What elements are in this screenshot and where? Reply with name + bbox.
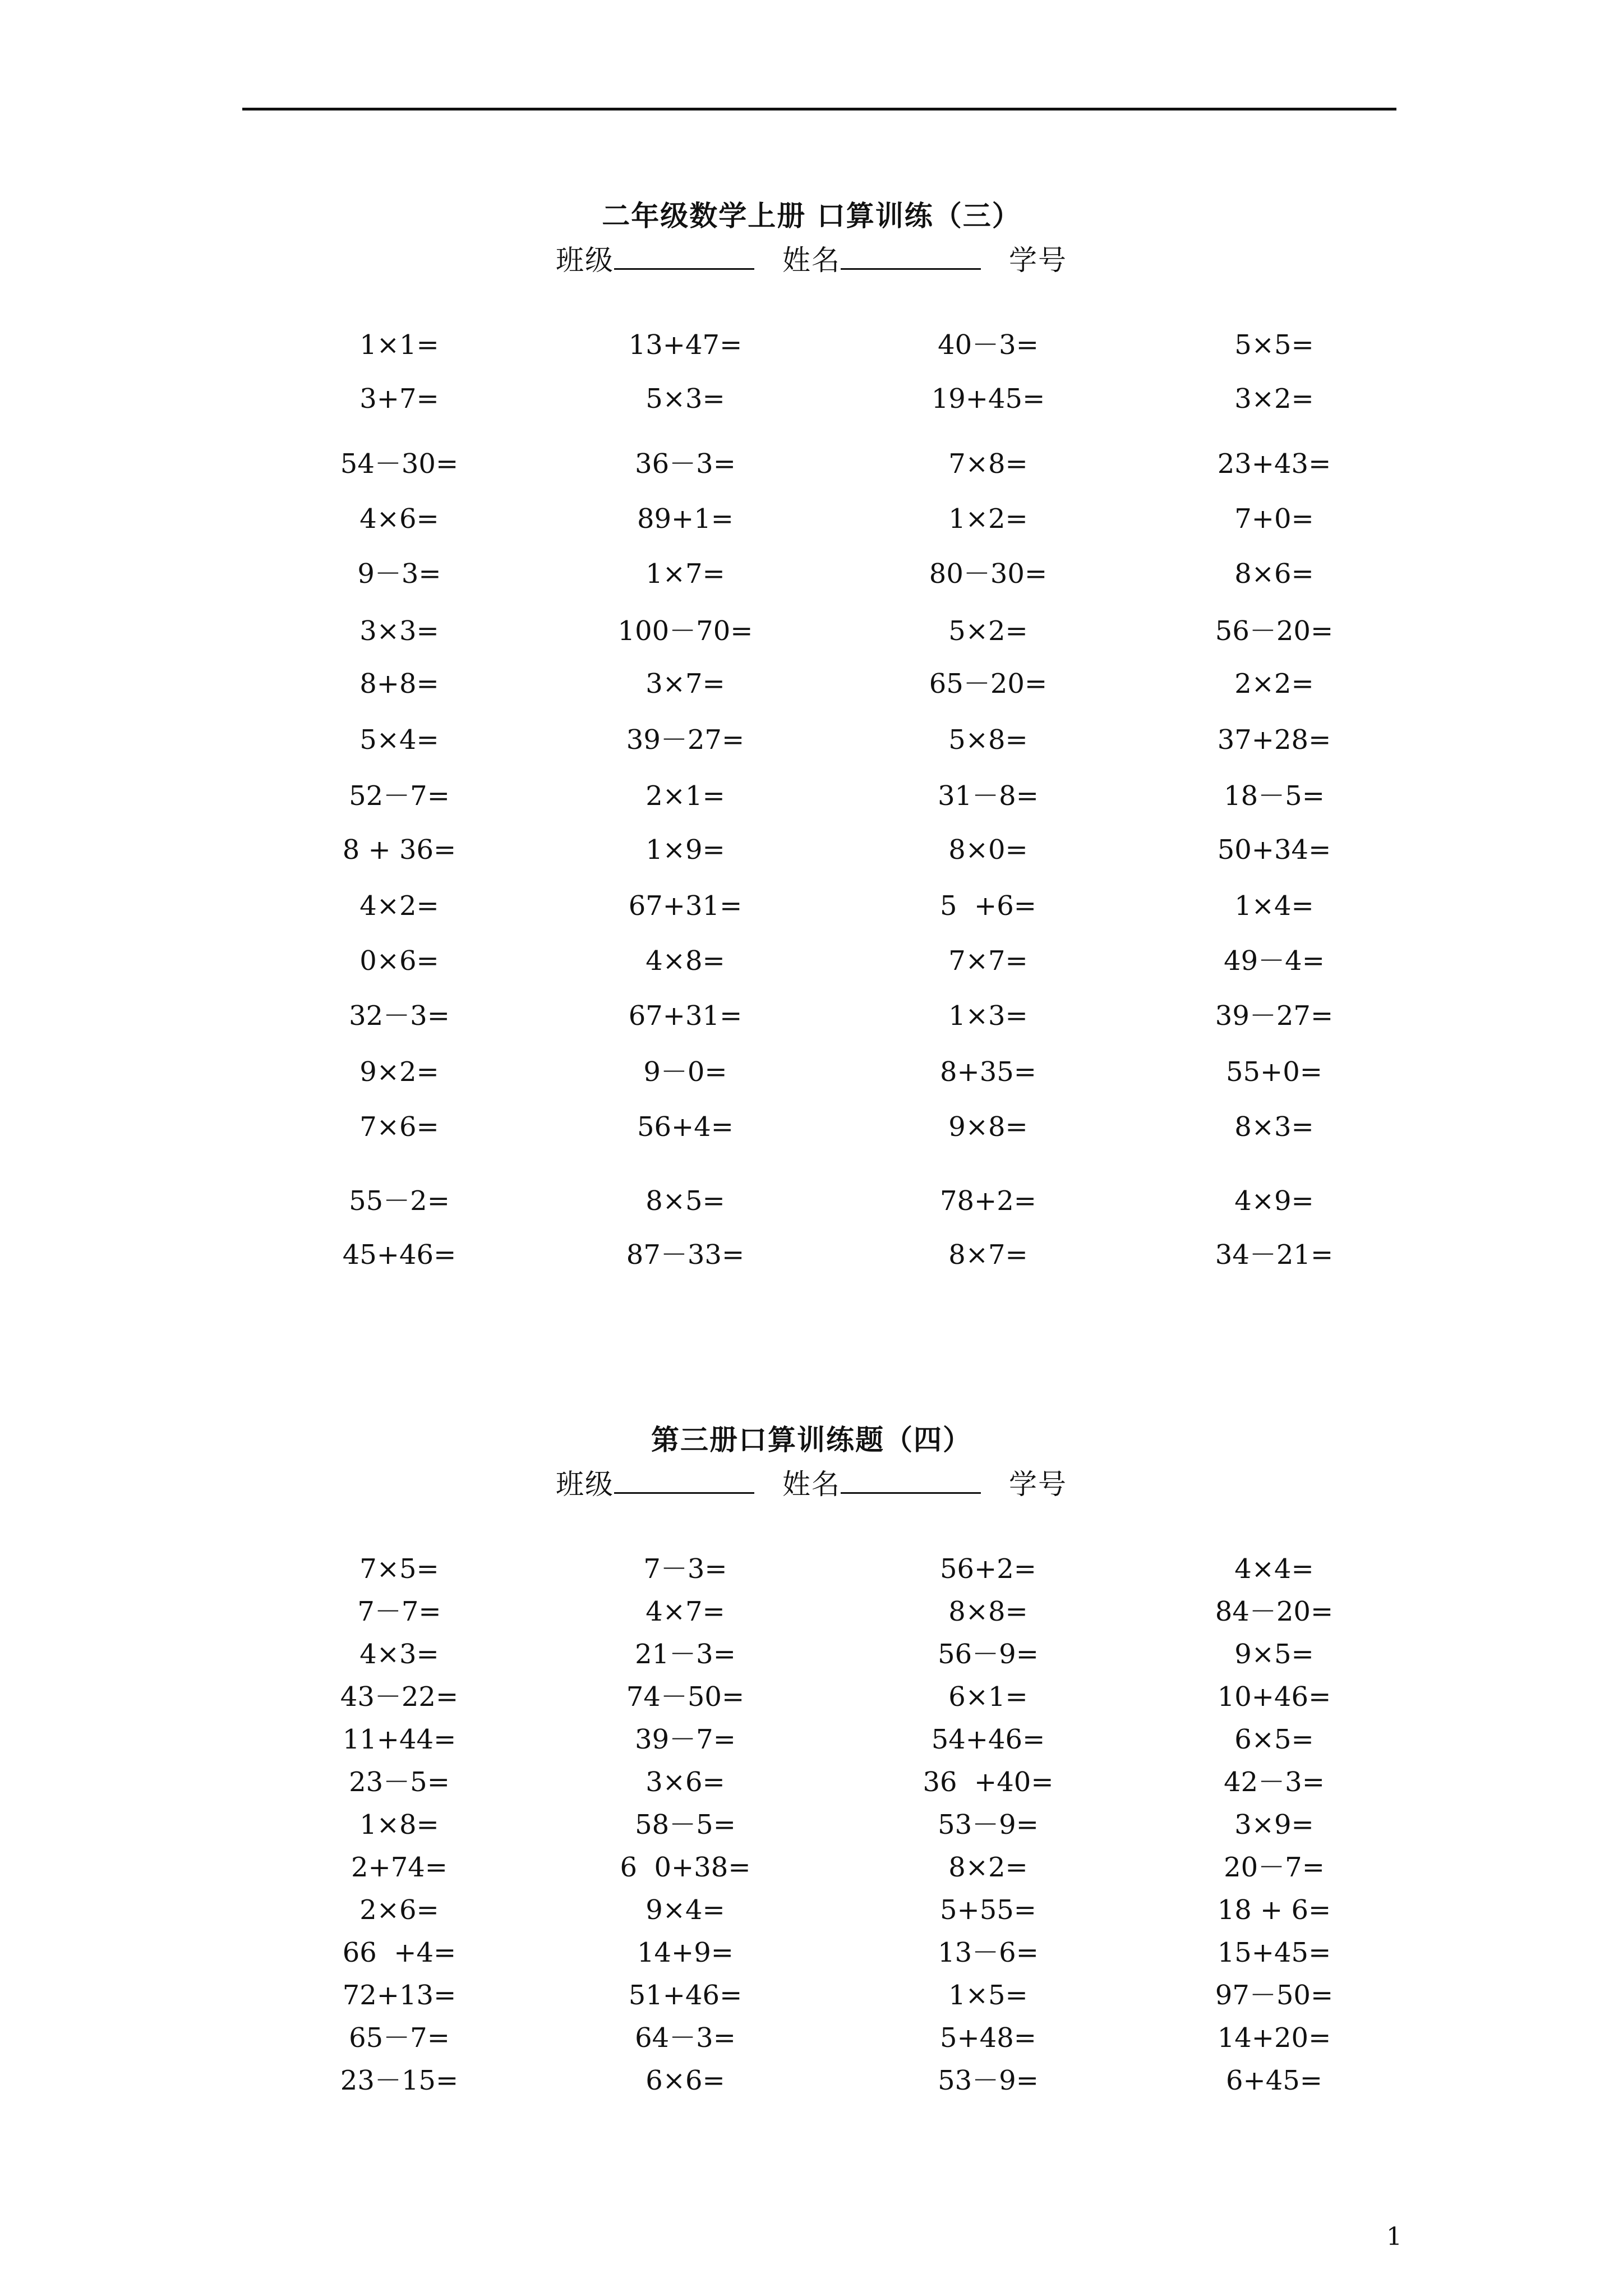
arithmetic-problem: 56－20= [1215, 615, 1334, 647]
arithmetic-problem: 1×3= [948, 1000, 1028, 1032]
arithmetic-problem: 8×7= [948, 1239, 1028, 1271]
arithmetic-problem: 1×8= [359, 1809, 439, 1841]
arithmetic-problem: 3+7= [359, 383, 439, 415]
arithmetic-problem: 7×5= [359, 1553, 439, 1585]
arithmetic-problem: 5+55= [939, 1894, 1037, 1926]
arithmetic-problem: 72+13= [342, 1980, 457, 2011]
arithmetic-problem: 7－7= [357, 1596, 441, 1627]
arithmetic-problem: 66 +4= [342, 1937, 457, 1968]
arithmetic-problem: 9－0= [643, 1056, 727, 1088]
student-info-line [0, 240, 1623, 279]
arithmetic-problem: 18－5= [1224, 780, 1325, 812]
problem-row [0, 325, 1623, 365]
arithmetic-problem: 74－50= [626, 1681, 745, 1713]
arithmetic-problem: 55－2= [349, 1185, 450, 1217]
arithmetic-problem: 5+48= [939, 2022, 1037, 2054]
arithmetic-problem: 2×2= [1234, 668, 1314, 700]
problem-row [0, 1592, 1623, 1631]
problem-row [0, 611, 1623, 651]
class-label: 班级 [556, 1468, 614, 1501]
arithmetic-problem: 1×7= [645, 558, 725, 590]
arithmetic-problem: 1×1= [359, 329, 439, 361]
arithmetic-problem: 65－20= [929, 668, 1048, 700]
arithmetic-problem: 5×3= [645, 383, 725, 415]
arithmetic-problem: 6×1= [948, 1681, 1028, 1713]
arithmetic-problem: 8×5= [645, 1185, 725, 1217]
arithmetic-problem: 4×4= [1234, 1553, 1314, 1585]
arithmetic-problem: 8×3= [1234, 1111, 1314, 1143]
arithmetic-problem: 13+47= [628, 329, 743, 361]
arithmetic-problem: 7+0= [1234, 503, 1314, 535]
arithmetic-problem: 87－33= [626, 1239, 745, 1271]
problem-row [0, 1235, 1623, 1274]
arithmetic-problem: 54－30= [340, 448, 459, 480]
arithmetic-problem: 36－3= [635, 448, 736, 480]
name-blank[interactable] [841, 240, 981, 270]
arithmetic-problem: 4×3= [359, 1639, 439, 1670]
class-blank[interactable] [614, 1464, 754, 1494]
arithmetic-problem: 9×5= [1234, 1639, 1314, 1670]
arithmetic-problem: 6×6= [645, 2065, 725, 2096]
arithmetic-problem: 67+31= [628, 890, 743, 922]
arithmetic-problem: 43－22= [340, 1681, 459, 1713]
arithmetic-problem: 39－7= [635, 1724, 736, 1755]
arithmetic-problem: 6×5= [1234, 1724, 1314, 1755]
arithmetic-problem: 3×7= [645, 668, 725, 700]
arithmetic-problem: 55+0= [1225, 1056, 1323, 1088]
arithmetic-problem: 84－20= [1215, 1596, 1334, 1627]
arithmetic-problem: 1×5= [948, 1980, 1028, 2011]
problem-row [0, 499, 1623, 539]
arithmetic-problem: 11+44= [342, 1724, 457, 1755]
problem-row [0, 1976, 1623, 2015]
header-rule [242, 108, 1396, 111]
arithmetic-problem: 2+74= [351, 1852, 448, 1883]
arithmetic-problem: 65－7= [349, 2022, 450, 2054]
worksheet-section-1 [0, 196, 1623, 1271]
arithmetic-problem: 39－27= [626, 724, 745, 756]
arithmetic-problem: 13－6= [938, 1937, 1039, 1968]
arithmetic-problem: 7×7= [948, 945, 1028, 977]
arithmetic-problem: 8+8= [359, 668, 439, 700]
arithmetic-problem: 9×4= [645, 1894, 725, 1926]
arithmetic-problem: 1×4= [1234, 890, 1314, 922]
student-id-label: 学号 [1009, 1468, 1067, 1501]
arithmetic-problem: 4×9= [1234, 1185, 1314, 1217]
arithmetic-problem: 56+2= [939, 1553, 1037, 1585]
arithmetic-problem: 58－5= [635, 1809, 736, 1841]
arithmetic-problem: 3×3= [359, 615, 439, 647]
arithmetic-problem: 8×6= [1234, 558, 1314, 590]
arithmetic-problem: 37+28= [1217, 724, 1331, 756]
name-blank[interactable] [841, 1464, 981, 1494]
student-info-line [0, 1464, 1623, 1503]
arithmetic-problem: 42－3= [1224, 1766, 1325, 1798]
problem-row [0, 1107, 1623, 1147]
class-label: 班级 [556, 244, 614, 277]
arithmetic-problem: 14+9= [637, 1937, 734, 1968]
name-label: 姓名 [782, 244, 841, 277]
arithmetic-problem: 89+1= [637, 503, 734, 535]
problem-row [0, 1890, 1623, 1930]
problem-row [0, 941, 1623, 981]
problem-row [0, 1677, 1623, 1717]
arithmetic-problem: 8×2= [948, 1852, 1028, 1883]
problem-row [0, 886, 1623, 926]
arithmetic-problem: 3×6= [645, 1766, 725, 1798]
arithmetic-problem: 78+2= [939, 1185, 1037, 1217]
arithmetic-problem: 7×6= [359, 1111, 439, 1143]
arithmetic-problem: 3×2= [1234, 383, 1314, 415]
arithmetic-problem: 5×2= [948, 615, 1028, 647]
arithmetic-problem: 45+46= [342, 1239, 457, 1271]
arithmetic-problem: 5×5= [1234, 329, 1314, 361]
problem-row [0, 996, 1623, 1036]
arithmetic-problem: 23－15= [340, 2065, 459, 2096]
arithmetic-problem: 34－21= [1215, 1239, 1334, 1271]
arithmetic-problem: 32－3= [349, 1000, 450, 1032]
arithmetic-problem: 56－9= [938, 1639, 1039, 1670]
arithmetic-problem: 21－3= [635, 1639, 736, 1670]
arithmetic-problem: 23+43= [1217, 448, 1331, 480]
problem-row [0, 1181, 1623, 1221]
arithmetic-problem: 8+35= [939, 1056, 1037, 1088]
arithmetic-problem: 39－27= [1215, 1000, 1334, 1032]
arithmetic-problem: 80－30= [929, 558, 1048, 590]
worksheet-section-2 [0, 1420, 1623, 2096]
arithmetic-problem: 8 + 36= [342, 834, 457, 866]
problem-row [0, 1763, 1623, 1802]
arithmetic-problem: 67+31= [628, 1000, 743, 1032]
arithmetic-problem: 20－7= [1224, 1852, 1325, 1883]
name-label: 姓名 [782, 1468, 841, 1501]
problem-row [0, 776, 1623, 816]
arithmetic-problem: 40－3= [938, 329, 1039, 361]
arithmetic-problem: 64－3= [635, 2022, 736, 2054]
arithmetic-problem: 97－50= [1215, 1980, 1334, 2011]
arithmetic-problem: 0×6= [359, 945, 439, 977]
section-title: 第三册口算训练题（四） [651, 1423, 972, 1456]
problem-row [0, 1549, 1623, 1589]
arithmetic-problem: 7×8= [948, 448, 1028, 480]
arithmetic-problem: 56+4= [637, 1111, 734, 1143]
arithmetic-problem: 10+46= [1217, 1681, 1331, 1713]
arithmetic-problem: 8×8= [948, 1596, 1028, 1627]
arithmetic-problem: 9×2= [359, 1056, 439, 1088]
student-id-label: 学号 [1009, 244, 1067, 277]
arithmetic-problem: 4×2= [359, 890, 439, 922]
problem-row [0, 444, 1623, 484]
arithmetic-problem: 100－70= [617, 615, 753, 647]
arithmetic-problem: 49－4= [1224, 945, 1325, 977]
arithmetic-problem: 6 0+38= [620, 1852, 751, 1883]
arithmetic-problem: 52－7= [349, 780, 450, 812]
arithmetic-problem: 9－3= [357, 558, 441, 590]
arithmetic-problem: 50+34= [1217, 834, 1331, 866]
arithmetic-problem: 54+46= [931, 1724, 1045, 1755]
class-blank[interactable] [614, 240, 754, 270]
arithmetic-problem: 19+45= [931, 383, 1045, 415]
arithmetic-problem: 7－3= [643, 1553, 727, 1585]
problem-row [0, 1720, 1623, 1759]
arithmetic-problem: 18 + 6= [1217, 1894, 1331, 1926]
arithmetic-problem: 2×6= [359, 1894, 439, 1926]
arithmetic-problem: 31－8= [938, 780, 1039, 812]
arithmetic-problem: 5×8= [948, 724, 1028, 756]
problem-row [0, 379, 1623, 418]
problem-row [0, 1848, 1623, 1887]
arithmetic-problem: 5 +6= [939, 890, 1037, 922]
arithmetic-problem: 6+45= [1225, 2065, 1323, 2096]
arithmetic-problem: 15+45= [1217, 1937, 1331, 1968]
problem-row [0, 830, 1623, 869]
arithmetic-problem: 5×4= [359, 724, 439, 756]
arithmetic-problem: 23－5= [349, 1766, 450, 1798]
problem-row [0, 2018, 1623, 2058]
problem-row [0, 1933, 1623, 1972]
page-number: 1 [1386, 2223, 1402, 2251]
arithmetic-problem: 53－9= [938, 1809, 1039, 1841]
section-title: 二年级数学上册 口算训练（三） [602, 199, 1021, 232]
arithmetic-problem: 51+46= [628, 1980, 743, 2011]
arithmetic-problem: 4×8= [645, 945, 725, 977]
arithmetic-problem: 9×8= [948, 1111, 1028, 1143]
problem-row [0, 664, 1623, 703]
problem-row [0, 1635, 1623, 1674]
arithmetic-problem: 2×1= [645, 780, 725, 812]
arithmetic-problem: 3×9= [1234, 1809, 1314, 1841]
arithmetic-problem: 1×2= [948, 503, 1028, 535]
arithmetic-problem: 14+20= [1217, 2022, 1331, 2054]
arithmetic-problem: 1×9= [645, 834, 725, 866]
problem-row [0, 554, 1623, 593]
arithmetic-problem: 4×6= [359, 503, 439, 535]
arithmetic-problem: 53－9= [938, 2065, 1039, 2096]
problem-row [0, 720, 1623, 760]
arithmetic-problem: 4×7= [645, 1596, 725, 1627]
problem-row [0, 1052, 1623, 1092]
arithmetic-problem: 36 +40= [923, 1766, 1054, 1798]
problem-row [0, 2061, 1623, 2100]
arithmetic-problem: 8×0= [948, 834, 1028, 866]
problem-row [0, 1805, 1623, 1844]
